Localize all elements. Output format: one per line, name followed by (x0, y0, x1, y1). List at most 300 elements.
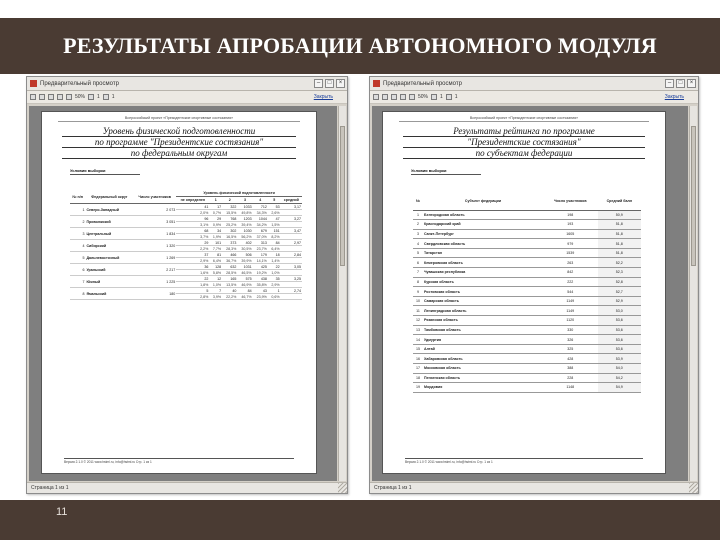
table-cell: Ленинградская область (423, 306, 543, 316)
table-cell: 53,6 (598, 316, 641, 326)
table-cell: 7 (209, 288, 222, 294)
table-cell: 15,5% (222, 210, 237, 216)
table-row (413, 296, 641, 306)
table-cell: 1120 (543, 316, 598, 326)
settings-icon[interactable] (400, 94, 406, 100)
app-icon (373, 80, 380, 87)
window-titlebar[interactable] (370, 77, 698, 91)
col-no: № п/п (70, 190, 85, 204)
table-cell: Краснодарский край (423, 220, 543, 230)
subcol: 2 (222, 197, 237, 204)
table-cell: 302 (222, 228, 237, 234)
table-cell: 198 (543, 210, 598, 220)
save-icon[interactable] (48, 94, 54, 100)
subcol: 3 (237, 197, 252, 204)
doc-title (403, 126, 645, 159)
selection-conditions: Условия выборки (70, 168, 140, 175)
table-cell: Татарстан (423, 248, 543, 258)
table-cell: 506 (237, 252, 252, 258)
table-cell: 575 (237, 276, 252, 282)
table-cell: 23,7% (253, 246, 268, 252)
table-cell: 53,6 (598, 325, 641, 335)
table-cell: 1539 (543, 248, 598, 258)
table-cell: Удмуртия (423, 335, 543, 345)
save-icon[interactable] (391, 94, 397, 100)
vertical-scrollbar[interactable] (689, 106, 697, 481)
table-cell: 46,5% (237, 270, 252, 276)
table-cell: Тамбовская область (423, 325, 543, 335)
vertical-scrollbar[interactable] (338, 106, 346, 481)
table-cell: 544 (543, 287, 598, 297)
table-row (413, 229, 641, 239)
table-cell: 1,8% (176, 282, 209, 288)
table-cell: 19,2% (253, 270, 268, 276)
table-cell: 1149 (543, 306, 598, 316)
scrollbar-thumb[interactable] (340, 126, 345, 266)
table-cell: 388 (543, 364, 598, 374)
status-bar: Страница 1 из 1 (27, 482, 347, 493)
table-cell: 4 (70, 240, 85, 252)
table-cell: 180 (133, 288, 176, 300)
table-cell: 3,05 (281, 264, 302, 270)
table-cell: 1,9% (209, 234, 222, 240)
preview-window-left (26, 76, 348, 494)
zoom-icon[interactable] (409, 94, 415, 100)
table-cell: 46,9% (237, 282, 252, 288)
table-cell: 50,9 (598, 210, 641, 220)
next-page-icon[interactable] (103, 94, 109, 100)
table-cell: Рязанская область (423, 316, 543, 326)
table-cell: 37 (176, 252, 209, 258)
table-cell: 18 (268, 252, 281, 258)
page-total: 1 (454, 94, 458, 100)
table-cell: 1 269 (133, 252, 176, 264)
table-cell: Пензенская область (423, 373, 543, 383)
table-cell: 19 (413, 383, 423, 393)
table-row (413, 210, 641, 220)
print-icon[interactable] (382, 94, 388, 100)
table-cell: 8 (70, 288, 85, 300)
table-cell: 52,8 (598, 277, 641, 287)
preview-window-right (369, 76, 699, 494)
table-cell: 2 (70, 216, 85, 228)
table-row (413, 277, 641, 287)
table-cell: 51,8 (598, 248, 641, 258)
table-cell: 36 (176, 264, 209, 270)
table-cell: 39,9% (237, 258, 252, 264)
doc-header: Всероссийский проект «Президентские спортивные состязания» (399, 116, 649, 122)
table-cell: 22 (268, 264, 281, 270)
rating-table-body (413, 210, 641, 392)
fitness-table (70, 190, 302, 300)
page-total: 1 (111, 94, 115, 100)
table-cell: 53,9 (598, 354, 641, 364)
table-cell: Санкт-Петербург (423, 229, 543, 239)
next-page-icon[interactable] (446, 94, 452, 100)
table-cell: 322 (222, 204, 237, 210)
table-cell: 193 (543, 220, 598, 230)
minimize-icon[interactable]: – (314, 79, 323, 88)
table-cell: 49,8% (237, 210, 252, 216)
table-cell: 5,8% (209, 270, 222, 276)
table-cell: 1 834 (133, 228, 176, 240)
doc-footer: Версия 2.1.0 © 2011 www.hstml.ru, info@hstml.ru Стр. 1 из 1 (405, 458, 643, 464)
table-cell: 2 (413, 220, 423, 230)
doc-title-line: по программе "Президентские состязания" (62, 137, 296, 148)
table-cell: 84 (237, 288, 252, 294)
table-cell: 3,27 (281, 216, 302, 222)
table-cell: Южный (85, 276, 133, 288)
col-participants: Число участников (133, 190, 176, 204)
doc-title-line: Уровень физической подготовленности (62, 126, 296, 137)
table-cell: 101 (209, 240, 222, 246)
table-cell: 22 (176, 276, 209, 282)
table-cell: 53,6 (598, 335, 641, 345)
window-title: Предварительный просмотр (40, 80, 119, 87)
table-cell: 51,8 (598, 220, 641, 230)
close-icon[interactable]: × (687, 79, 696, 88)
table-cell: 768 (222, 216, 237, 222)
table-cell: 34,3% (253, 210, 268, 216)
status-bar: Страница 1 из 1 (370, 482, 698, 493)
table-row (413, 335, 641, 345)
table-cell: 29 (176, 240, 209, 246)
table-cell: 36,7% (222, 258, 237, 264)
subcol: не определен (176, 197, 209, 204)
table-cell: 46,7% (237, 294, 252, 300)
subcol: средний (281, 197, 302, 204)
table-cell: 52,7 (598, 287, 641, 297)
table-cell: 53,0 (598, 306, 641, 316)
table-cell: 84 (268, 240, 281, 246)
table-cell: Уральский (85, 264, 133, 276)
table-row (413, 258, 641, 268)
slide-title: РЕЗУЛЬТАТЫ АПРОБАЦИИ АВТОНОМНОГО МОДУЛЯ (63, 33, 657, 58)
app-icon (30, 80, 37, 87)
table-cell: Мордовия (423, 383, 543, 393)
table-row (413, 268, 641, 278)
table-cell (281, 294, 302, 300)
table-cell: 1605 (543, 229, 598, 239)
prev-page-icon[interactable] (431, 94, 437, 100)
document-page (382, 111, 666, 474)
table-row (413, 287, 641, 297)
toolbar (27, 91, 347, 104)
zoom-select[interactable]: 50% (418, 94, 429, 100)
bottom-bar (0, 500, 720, 540)
first-page-icon[interactable] (30, 94, 36, 100)
table-cell: 3,17 (281, 204, 302, 210)
table-cell: 1044 (253, 216, 268, 222)
table-row (413, 373, 641, 383)
toolbar (370, 91, 698, 104)
table-cell: 6 (70, 264, 85, 276)
table-cell: 2,0% (176, 210, 209, 216)
table-cell: 53 (268, 204, 281, 210)
doc-footer: Версия 2.1.0 © 2011 www.hstml.ru, info@hstml.ru Стр. 1 из 1 (64, 458, 294, 464)
table-cell: 7 (413, 268, 423, 278)
zoom-icon[interactable] (66, 94, 72, 100)
table-cell: 3,1% (176, 222, 209, 228)
doc-title-line: Результаты рейтинга по программе (403, 126, 645, 137)
table-cell: 151 (268, 228, 281, 234)
table-cell: 13,5% (222, 282, 237, 288)
table-cell: 1 320 (133, 240, 176, 252)
table-cell: 41 (176, 204, 209, 210)
table-cell: 37,0% (253, 234, 268, 240)
doc-title-line: "Президентские состязания" (403, 137, 645, 148)
table-cell: 2,9% (268, 282, 281, 288)
table-cell: 39,4% (237, 222, 252, 228)
table-cell: 10 (413, 296, 423, 306)
zoom-select[interactable]: 50% (75, 94, 86, 100)
table-row (413, 325, 641, 335)
table-cell: 1 (413, 210, 423, 220)
resize-grip-icon[interactable] (338, 483, 347, 493)
table-cell: 2 073 (133, 204, 176, 216)
minimize-icon[interactable]: – (665, 79, 674, 88)
selection-conditions: Условия выборки (411, 168, 481, 175)
close-icon[interactable]: × (336, 79, 345, 88)
table-cell: 8 (413, 277, 423, 287)
table-cell: 6,4% (209, 258, 222, 264)
table-cell: 425 (253, 264, 268, 270)
table-cell: 12 (209, 276, 222, 282)
table-cell: 1031 (237, 264, 252, 270)
table-cell: 3,7% (176, 234, 209, 240)
maximize-icon[interactable]: □ (325, 79, 334, 88)
doc-title-line: по федеральным округам (62, 148, 296, 159)
table-cell: 0,6% (268, 294, 281, 300)
table-cell: 679 (253, 228, 268, 234)
table-cell: Самарская область (423, 296, 543, 306)
col-score: Средний балл (598, 192, 641, 210)
table-cell: 402 (237, 240, 252, 246)
table-cell: 17 (209, 204, 222, 210)
table-cell: 14 (413, 335, 423, 345)
table-cell: 15 (413, 344, 423, 354)
window-titlebar[interactable] (27, 77, 347, 91)
table-cell: 51,8 (598, 239, 641, 249)
table-cell: 14,1% (253, 258, 268, 264)
table-cell: 7 (70, 276, 85, 288)
table-cell: 23,9% (253, 294, 268, 300)
table-cell: 47 (268, 216, 281, 222)
table-cell: 1,0% (268, 270, 281, 276)
table-cell: Северо-Западный (85, 204, 133, 216)
table-cell: 165 (222, 276, 237, 282)
slide-page-number: 11 (56, 506, 68, 518)
close-button[interactable]: Закрыть (664, 94, 684, 100)
table-cell: 25,2% (222, 222, 237, 228)
table-cell: 179 (253, 252, 268, 258)
table-cell: 53,6 (598, 344, 641, 354)
table-cell: 34 (209, 228, 222, 234)
table-cell: 1149 (543, 296, 598, 306)
table-cell: 3 (413, 229, 423, 239)
table-cell: 2,97 (281, 240, 302, 246)
table-cell: 96 (176, 216, 209, 222)
document-page (41, 111, 317, 474)
table-cell: 35 (268, 276, 281, 282)
table-cell: 52,3 (598, 268, 641, 278)
table-cell: 1 225 (133, 276, 176, 288)
table-cell: 313 (253, 240, 268, 246)
table-cell: 222 (543, 277, 598, 287)
table-cell: 16,5% (222, 234, 237, 240)
table-cell: 330 (543, 325, 598, 335)
table-cell: 263 (543, 258, 598, 268)
table-cell: Свердловская область (423, 239, 543, 249)
col-district: Федеральный округ (85, 190, 133, 204)
table-row (413, 383, 641, 393)
table-cell: Центральный (85, 228, 133, 240)
table-cell: 9 (413, 287, 423, 297)
table-cell: 3,47 (281, 228, 302, 234)
print-icon[interactable] (39, 94, 45, 100)
table-cell: 466 (222, 252, 237, 258)
table-cell: 2 217 (133, 264, 176, 276)
table-cell: 8,2% (268, 234, 281, 240)
table-cell: 712 (253, 204, 268, 210)
table-cell: 0,7% (209, 210, 222, 216)
table-cell: 40 (222, 288, 237, 294)
table-cell: 13 (413, 325, 423, 335)
table-cell: Сибирский (85, 240, 133, 252)
table-cell: 326 (543, 335, 598, 345)
table-row (413, 344, 641, 354)
table-cell: 1,5% (268, 222, 281, 228)
preview-viewport[interactable] (372, 106, 688, 481)
subcol: 4 (253, 197, 268, 204)
page-input[interactable]: 1 (440, 94, 443, 100)
maximize-icon[interactable]: □ (676, 79, 685, 88)
table-cell: 17 (413, 364, 423, 374)
table-cell: 128 (209, 264, 222, 270)
col-participants: Число участников (543, 192, 598, 210)
prev-page-icon[interactable] (88, 94, 94, 100)
table-cell: Московская область (423, 364, 543, 374)
subcol: 5 (268, 197, 281, 204)
table-row (413, 364, 641, 374)
table-cell: 0,9% (209, 222, 222, 228)
table-row (413, 306, 641, 316)
window-title: Предварительный просмотр (383, 80, 462, 87)
table-cell: 1,4% (268, 258, 281, 264)
table-cell: 325 (543, 344, 598, 354)
resize-grip-icon[interactable] (689, 483, 698, 493)
table-cell: 6 (413, 258, 423, 268)
table-cell: Дальневосточный (85, 252, 133, 264)
table-row (413, 316, 641, 326)
table-cell: 3 051 (133, 216, 176, 228)
table-cell: Кемеровская область (423, 258, 543, 268)
table-cell: 1 (70, 204, 85, 216)
table-cell: Ростовская область (423, 287, 543, 297)
table-cell: 54,2 (598, 373, 641, 383)
table-cell: 3,9% (209, 294, 222, 300)
table-cell: 2,8% (176, 294, 209, 300)
table-cell: 52,2 (598, 258, 641, 268)
table-cell: 5 (413, 248, 423, 258)
table-cell: 632 (222, 264, 237, 270)
table-cell: 54,9 (598, 383, 641, 393)
table-cell: 30,5% (237, 246, 252, 252)
table-cell: Алтай (423, 344, 543, 354)
table-cell: 35,8% (253, 282, 268, 288)
table-cell: 1 (268, 288, 281, 294)
table-cell: 1030 (237, 228, 252, 234)
table-cell: 54,0 (598, 364, 641, 374)
col-fitness-level: Уровень физической подготовленности (176, 190, 302, 197)
col-subject: Субъект федерации (423, 192, 543, 210)
table-cell: 979 (543, 239, 598, 249)
table-cell: 5 (176, 288, 209, 294)
table-cell: 1,0% (209, 282, 222, 288)
table-cell: 1148 (543, 383, 598, 393)
table-cell: 3 (70, 228, 85, 240)
table-cell: 56,2% (237, 234, 252, 240)
doc-title-line: по субъектам федерации (403, 148, 645, 159)
table-cell: 52,9 (598, 296, 641, 306)
table-cell: 18 (413, 373, 423, 383)
table-cell: 5 (70, 252, 85, 264)
table-cell: 428 (543, 354, 598, 364)
col-no: № (413, 192, 423, 210)
table-cell: 842 (543, 268, 598, 278)
scrollbar-thumb[interactable] (691, 126, 696, 266)
table-cell: 1203 (237, 216, 252, 222)
table-cell: 22,2% (222, 294, 237, 300)
table-cell: 28,3% (222, 246, 237, 252)
table-cell: 68 (176, 228, 209, 234)
table-cell: 7,7% (209, 246, 222, 252)
table-row (413, 239, 641, 249)
table-cell: 6,4% (268, 246, 281, 252)
table-row (413, 248, 641, 258)
preview-viewport[interactable] (29, 106, 337, 481)
table-cell: 2,9% (176, 258, 209, 264)
table-cell: 51,8 (598, 229, 641, 239)
table-cell: 4 (413, 239, 423, 249)
table-cell: 2,6% (268, 210, 281, 216)
table-row (413, 354, 641, 364)
table-cell: 34,2% (253, 222, 268, 228)
title-bar (0, 18, 720, 74)
table-cell: Приволжский (85, 216, 133, 228)
table-cell: 16 (413, 354, 423, 364)
table-cell: 43 (253, 288, 268, 294)
close-button[interactable]: Закрыть (313, 94, 333, 100)
doc-title (62, 126, 296, 159)
table-cell: 81 (209, 252, 222, 258)
table-cell: Хабаровская область (423, 354, 543, 364)
table-cell: 2,84 (281, 252, 302, 258)
table-cell: Белгородская область (423, 210, 543, 220)
table-cell: 3,25 (281, 276, 302, 282)
fitness-table-body (70, 204, 302, 300)
table-cell: 438 (253, 276, 268, 282)
table-cell: 1033 (237, 204, 252, 210)
table-cell: 2,74 (281, 288, 302, 294)
first-page-icon[interactable] (373, 94, 379, 100)
table-cell: 373 (222, 240, 237, 246)
page-input[interactable]: 1 (97, 94, 100, 100)
table-cell: Чувашская республика (423, 268, 543, 278)
table-cell: 12 (413, 316, 423, 326)
settings-icon[interactable] (57, 94, 63, 100)
table-cell: Курская область (423, 277, 543, 287)
